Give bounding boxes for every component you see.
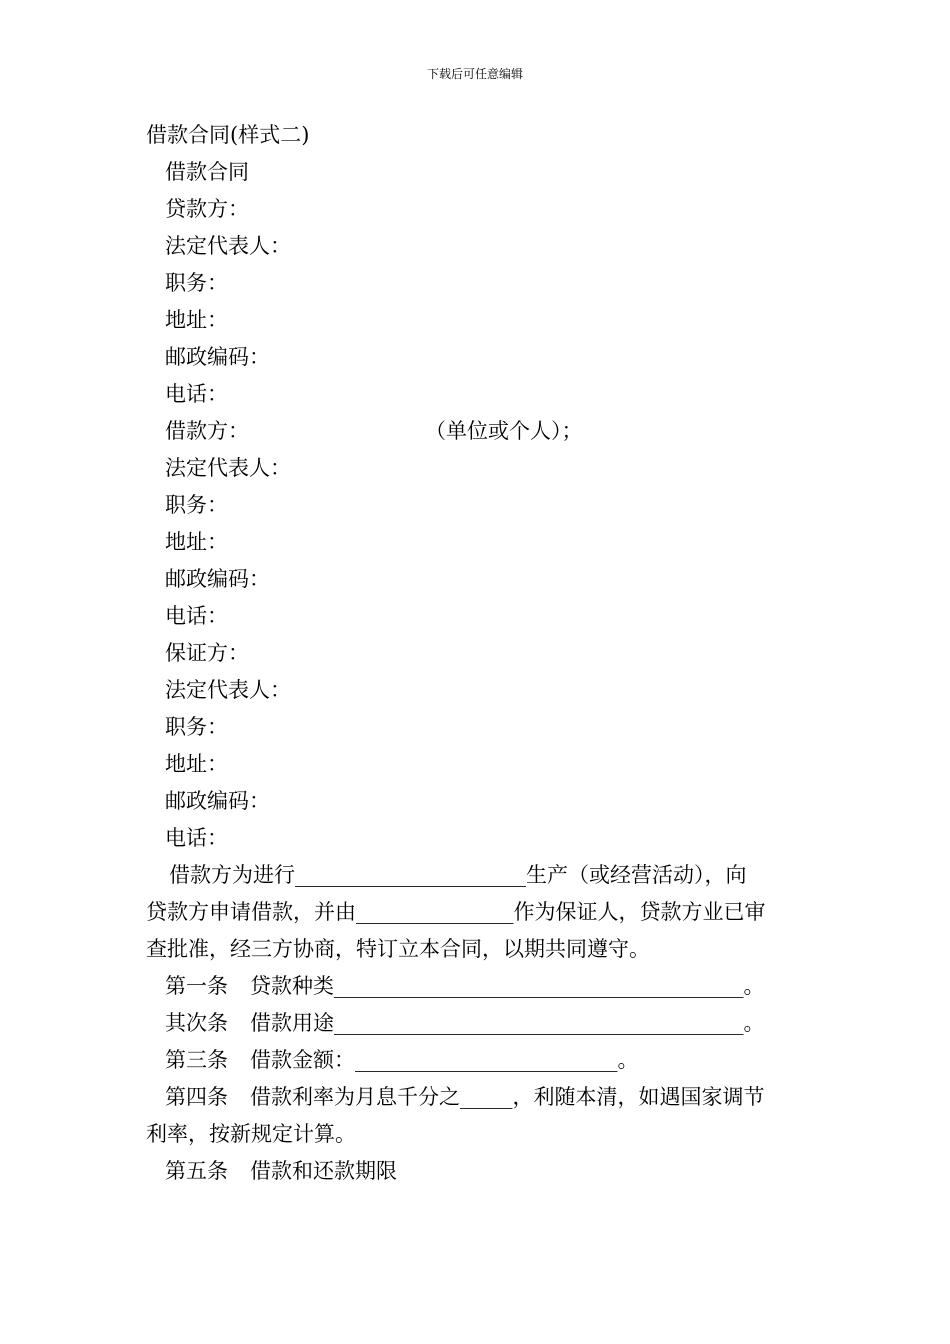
fill-blank-activity: ______________________ bbox=[295, 863, 526, 887]
guarantor-position: 职务： bbox=[165, 715, 228, 739]
borrower-label: 借款方： bbox=[165, 419, 249, 443]
contract-subtitle: 借款合同 bbox=[165, 160, 249, 184]
article-4-line-1: 第四条 借款利率为月息千分之_____，利随本清，如遇国家调节 bbox=[165, 1085, 765, 1109]
header-note: 下载后可任意编辑 bbox=[426, 67, 523, 81]
lender-position: 职务： bbox=[165, 271, 228, 295]
lender-rep: 法定代表人： bbox=[165, 234, 291, 258]
lender-phone: 电话： bbox=[165, 382, 228, 406]
lender-address: 地址： bbox=[165, 308, 228, 332]
guarantor-rep: 法定代表人： bbox=[165, 678, 291, 702]
article-1: 第一条 贷款种类_______________________________________。 bbox=[165, 974, 765, 998]
fill-blank-guarantor: _______________ bbox=[356, 900, 514, 924]
guarantor-address: 地址： bbox=[165, 752, 228, 776]
borrower-postcode: 邮政编码： bbox=[165, 567, 270, 591]
fill-blank-interest-rate: _____ bbox=[460, 1085, 513, 1109]
document-title: 借款合同(样式二) bbox=[146, 123, 310, 147]
borrower-rep: 法定代表人： bbox=[165, 456, 291, 480]
lender-postcode: 邮政编码： bbox=[165, 345, 270, 369]
fill-blank-loan-amount: _________________________ bbox=[355, 1048, 618, 1072]
article-4-label: 第四条 bbox=[165, 1085, 228, 1109]
article-2: 其次条 借款用途_______________________________________。 bbox=[165, 1011, 765, 1035]
borrower-address: 地址： bbox=[165, 530, 228, 554]
intro-line-3: 查批准，经三方协商，特订立本合同，以期共同遵守。 bbox=[146, 937, 650, 961]
fill-blank-loan-type: _______________________________________ bbox=[334, 974, 744, 998]
article-1-label: 第一条 bbox=[165, 974, 228, 998]
article-5-label: 第五条 bbox=[165, 1159, 228, 1183]
document-body bbox=[146, 117, 808, 1190]
article-2-label: 其次条 bbox=[165, 1011, 228, 1035]
borrower-note: （单位或个人）； bbox=[425, 419, 583, 443]
lender-label: 贷款方： bbox=[165, 197, 249, 221]
fill-blank-loan-purpose: _______________________________________ bbox=[334, 1011, 744, 1035]
intro-line-2: 贷款方申请借款，并由_______________作为保证人，贷款方业已审 bbox=[146, 900, 766, 924]
borrower-phone: 电话： bbox=[165, 604, 228, 628]
article-5: 第五条 借款和还款期限 bbox=[165, 1159, 397, 1183]
guarantor-label: 保证方： bbox=[165, 641, 249, 665]
article-3: 第三条 借款金额：_________________________。 bbox=[165, 1048, 639, 1072]
guarantor-phone: 电话： bbox=[165, 826, 228, 850]
borrower-line bbox=[146, 413, 808, 450]
guarantor-postcode: 邮政编码： bbox=[165, 789, 270, 813]
borrower-position: 职务： bbox=[165, 493, 228, 517]
article-3-label: 第三条 bbox=[165, 1048, 228, 1072]
article-4-line-2: 利率，按新规定计算。 bbox=[146, 1122, 356, 1146]
intro-line-1: 借款方为进行______________________生产（或经营活动），向 bbox=[169, 863, 747, 887]
